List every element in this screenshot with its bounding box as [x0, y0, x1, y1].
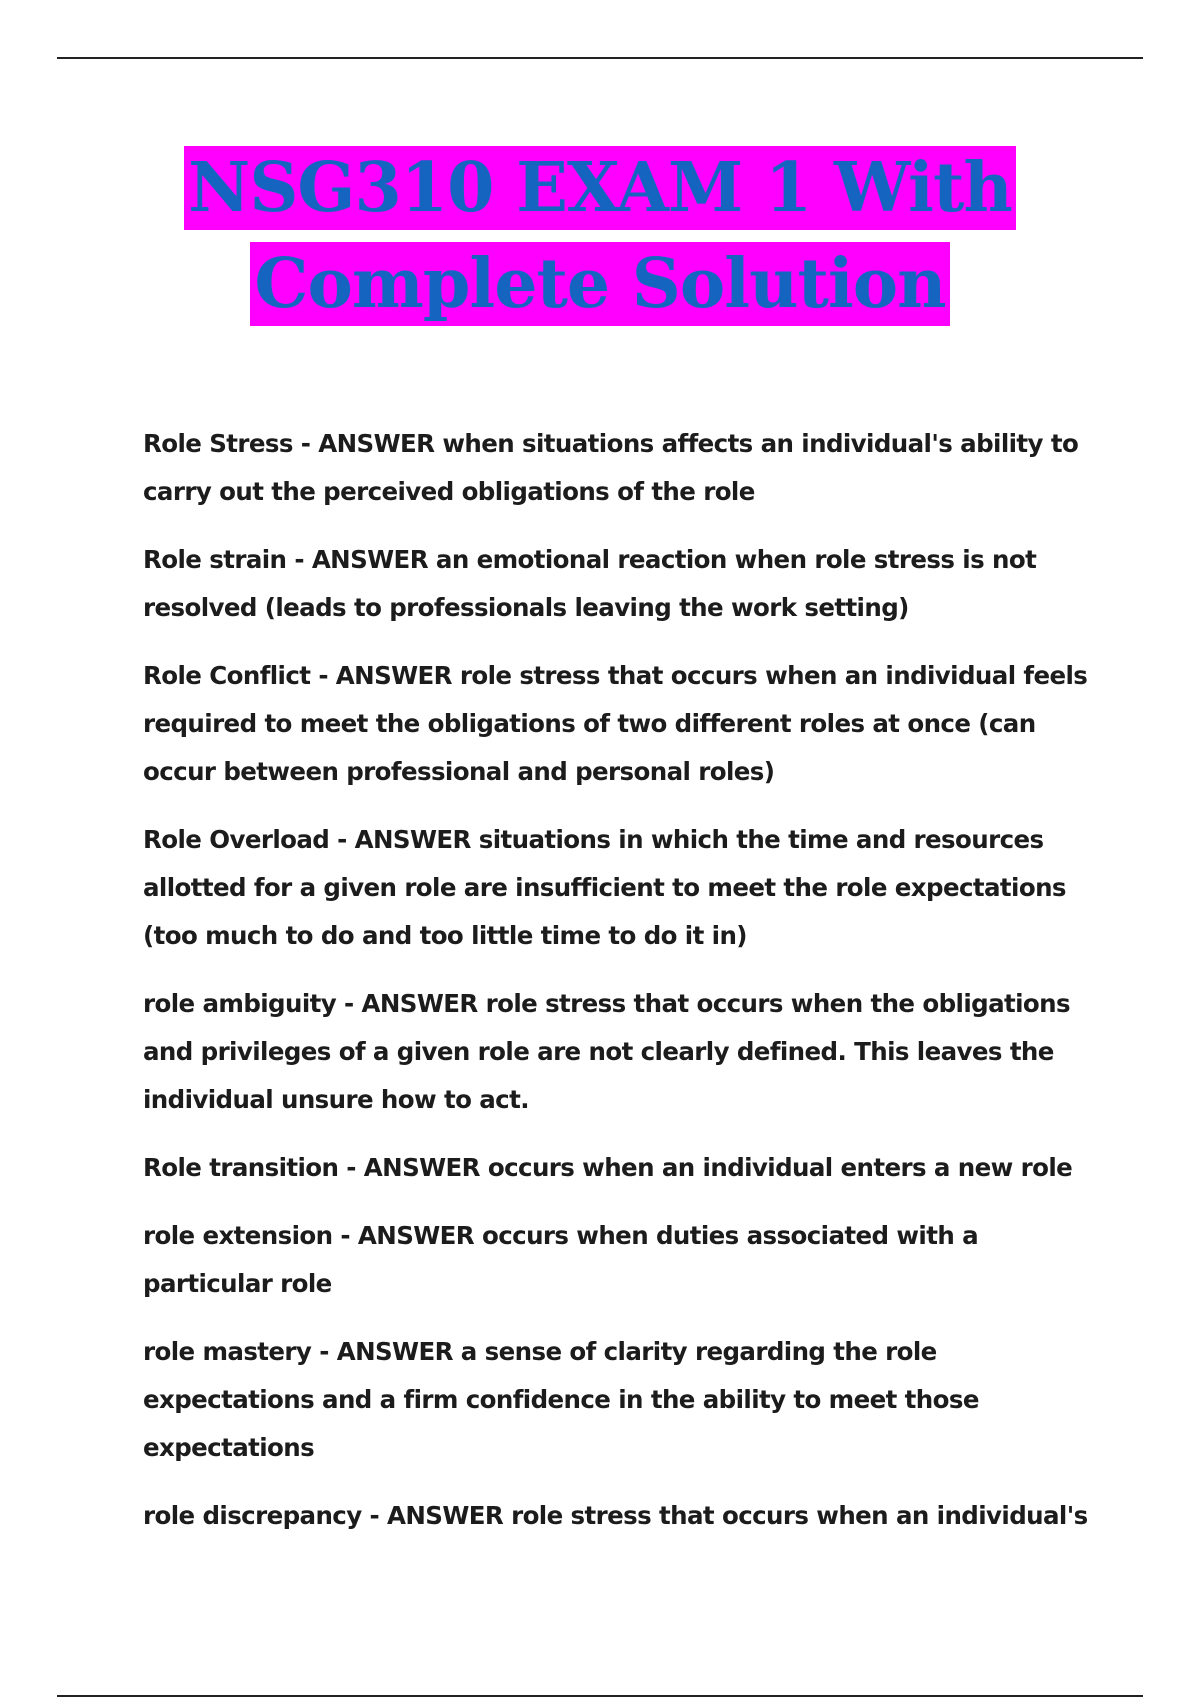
document-body — [143, 420, 1093, 1560]
entry-role-ambiguity: role ambiguity - ANSWER role stress that occurs when the obligations and privileges of a given role are not clearly defined. This leaves the individual unsure how to act. — [143, 989, 1070, 1114]
entry-role-conflict: Role Conflict - ANSWER role stress that occurs when an individual feels required to meet the obligations of two different roles at once (can occur between professional and personal roles) — [143, 661, 1088, 786]
title-line-1: NSG310 EXAM 1 With — [184, 146, 1016, 230]
entry-role-discrepancy: role discrepancy - ANSWER role stress that occurs when an individual's — [143, 1501, 1088, 1530]
title-line-2: Complete Solution — [250, 242, 949, 326]
top-rule — [57, 57, 1143, 59]
entry-role-mastery: role mastery - ANSWER a sense of clarity regarding the role expectations and a firm confidence in the ability to meet those expectations — [143, 1337, 979, 1462]
page-title — [0, 140, 1200, 332]
entry-role-stress: Role Stress - ANSWER when situations affects an individual's ability to carry out the perceived obligations of the role — [143, 429, 1079, 506]
entry-role-extension: role extension - ANSWER occurs when duties associated with a particular role — [143, 1221, 979, 1298]
entry-role-transition: Role transition - ANSWER occurs when an individual enters a new role — [143, 1153, 1073, 1182]
bottom-rule — [57, 1695, 1143, 1697]
entry-role-strain: Role strain - ANSWER an emotional reaction when role stress is not resolved (leads to professionals leaving the work setting) — [143, 545, 1037, 622]
entry-role-overload: Role Overload - ANSWER situations in which the time and resources allotted for a given role are insufficient to meet the role expectations (too much to do and too little time to do it in) — [143, 825, 1066, 950]
